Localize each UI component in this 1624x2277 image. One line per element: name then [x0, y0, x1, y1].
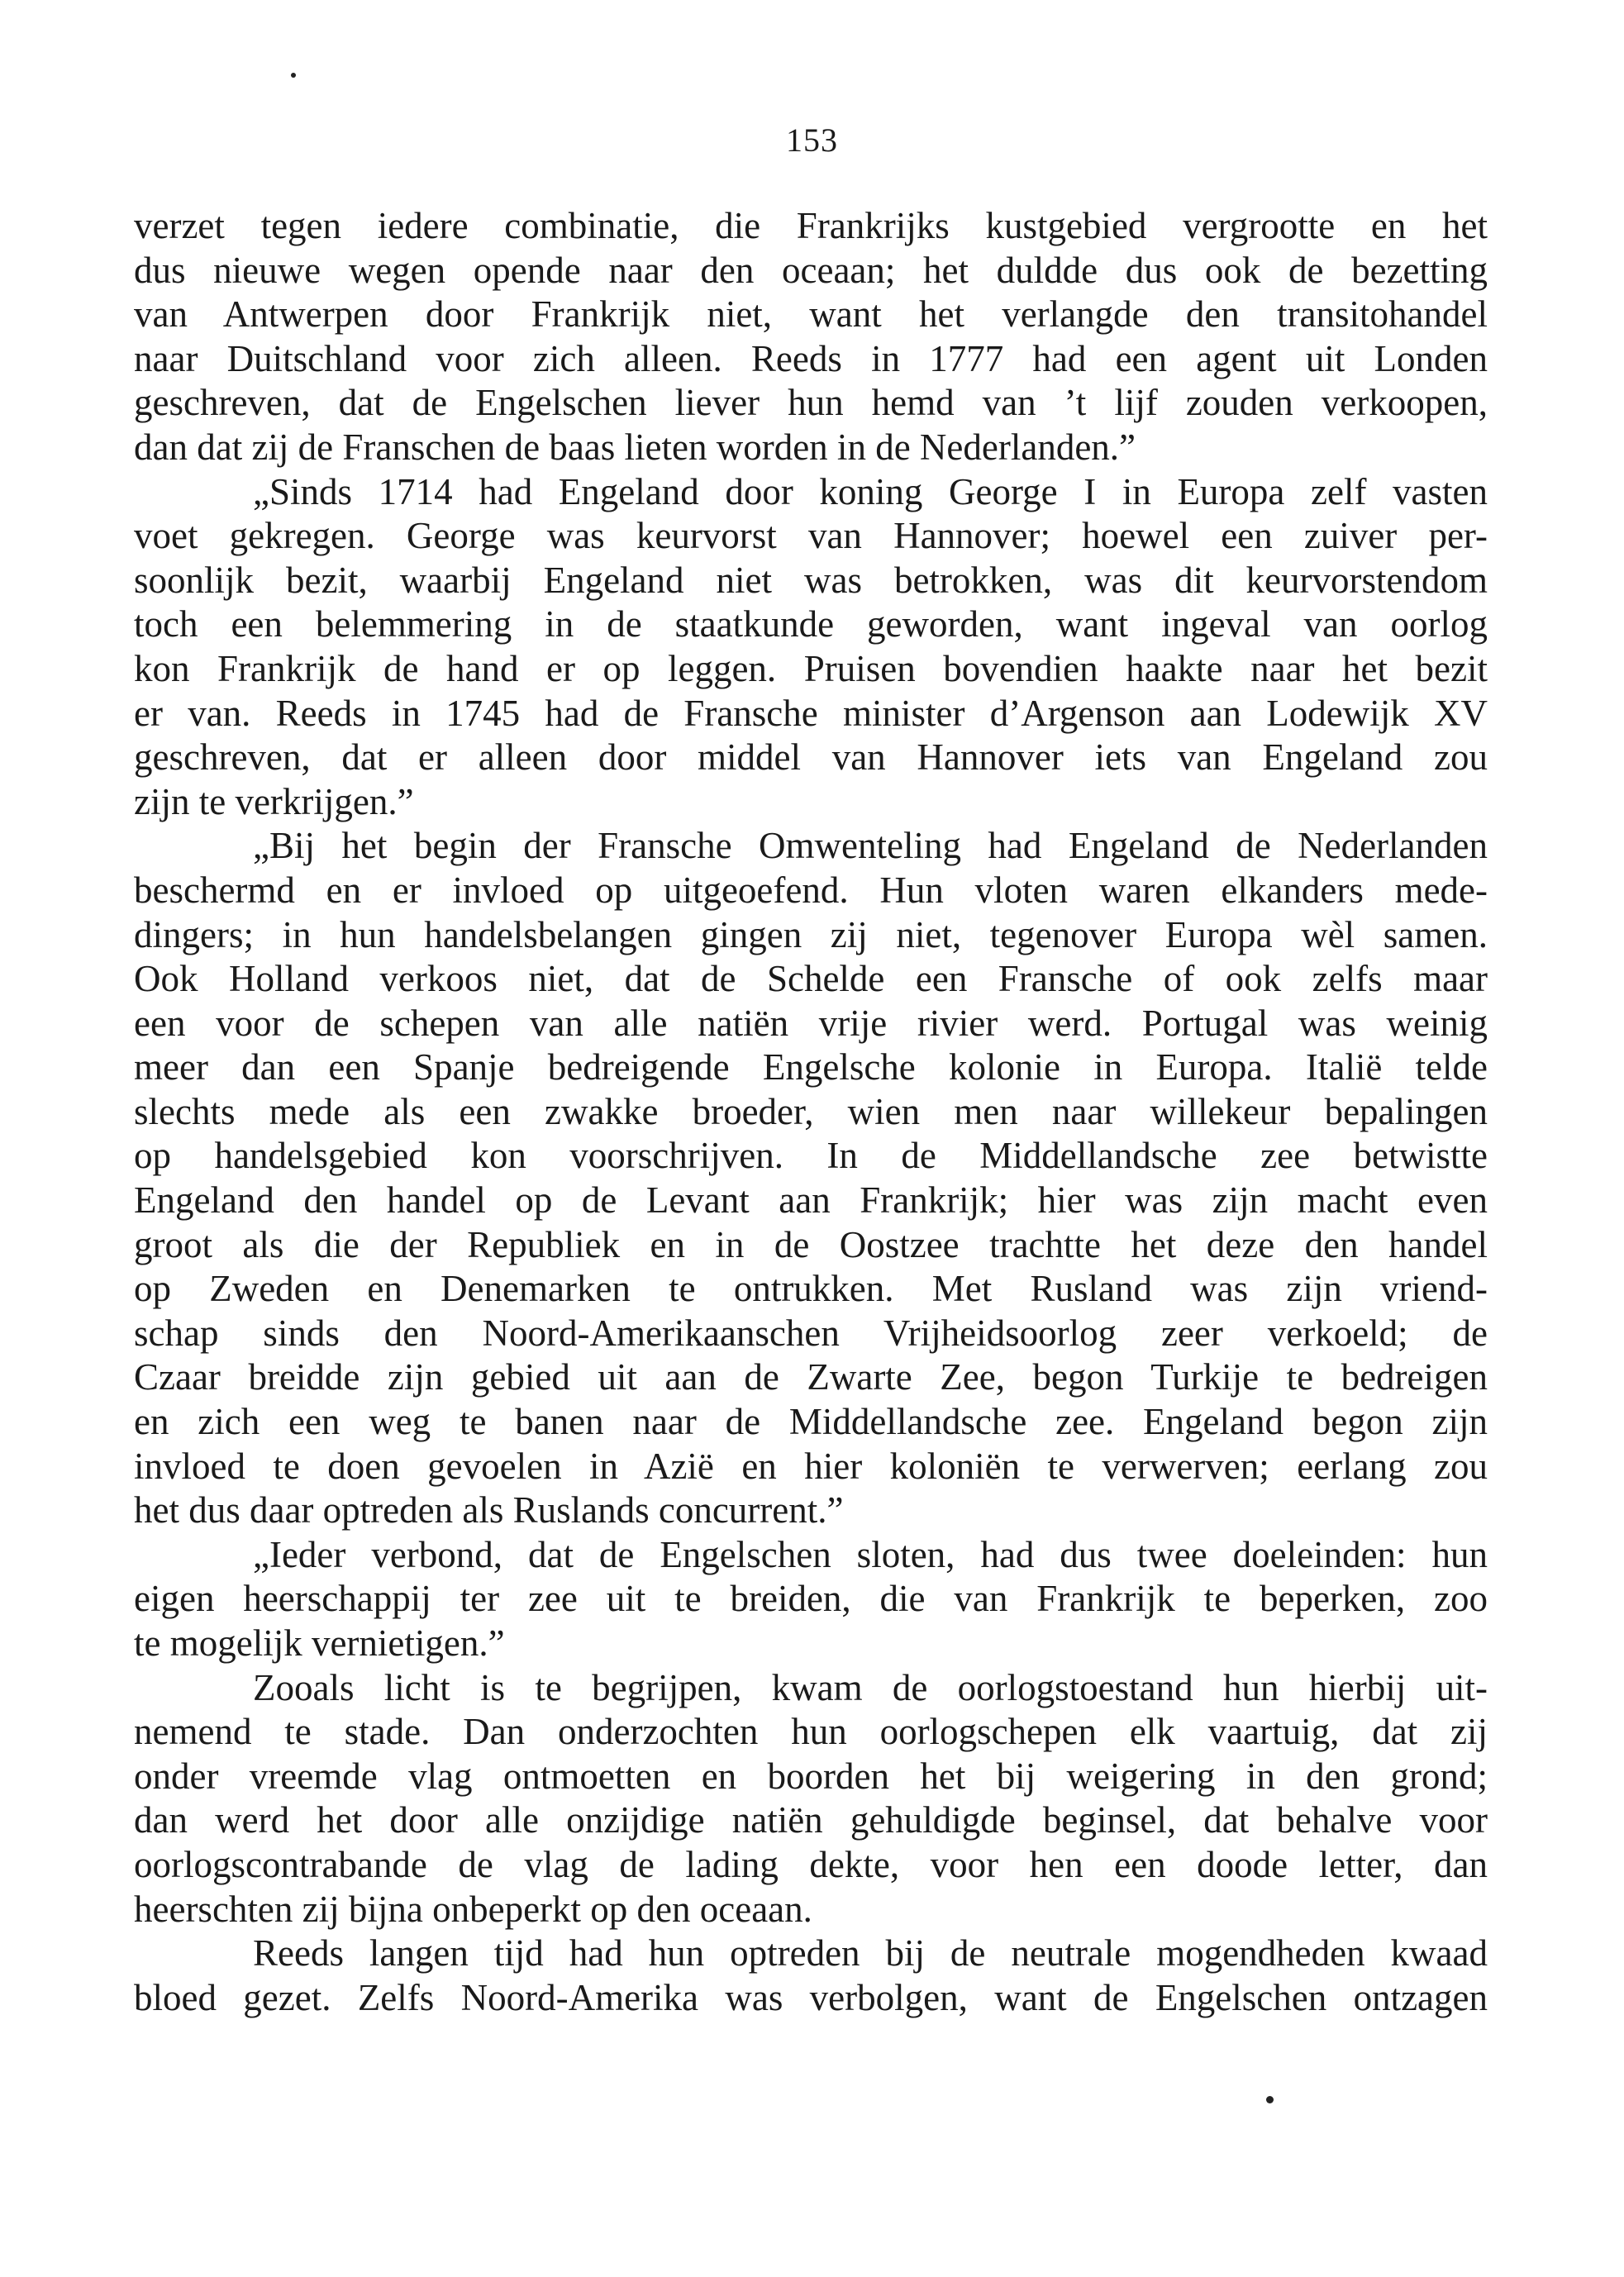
text-line: geschreven, dat er alleen door middel van Hannover iets van Engeland zou — [134, 736, 1488, 779]
text-line: toch een belemmering in de staatkunde geworden, want ingeval van oorlog — [134, 603, 1488, 645]
text-line: op Zweden en Denemarken te ontrukken. Met Rusland was zijn vriend- — [134, 1268, 1488, 1310]
text-line: nemend te stade. Dan onderzochten hun oorlogschepen elk vaartuig, dat zij — [134, 1711, 1488, 1753]
text-line: heerschten zij bijna onbeperkt op den oceaan. — [134, 1888, 812, 1930]
text-line: beschermd en er invloed op uitgeoefend. Hun vloten waren elkanders mede- — [134, 869, 1488, 911]
text-line: dus nieuwe wegen opende naar den oceaan; het duldde dus ook de bezetting — [134, 249, 1488, 291]
text-line: Engeland den handel op de Levant aan Frankrijk; hier was zijn macht even — [134, 1179, 1488, 1222]
text-line: naar Duitschland voor zich alleen. Reeds in 1777 had een agent uit Londen — [134, 337, 1488, 379]
paragraph-start-line: Reeds langen tijd had hun optreden bij de neutrale mogendheden kwaad — [253, 1932, 1488, 1975]
text-line: geschreven, dat de Engelschen liever hun hemd van ’t lijf zouden verkoopen, — [134, 382, 1488, 424]
text-line: soonlijk bezit, waarbij Engeland niet was betrokken, was dit keurvorstendom — [134, 559, 1488, 601]
text-line: schap sinds den Noord-Amerikaanschen Vrijheidsoorlog zeer verkoeld; de — [134, 1312, 1488, 1354]
text-line: groot als die der Republiek en in de Oostzee trachtte het deze den handel — [134, 1223, 1488, 1265]
text-line: zijn te verkrijgen.” — [134, 780, 414, 822]
scan-speck-top — [291, 73, 296, 78]
paragraph-start-line: Zooals licht is te begrijpen, kwam de oorlogstoestand hun hierbij uit- — [253, 1666, 1488, 1708]
text-line: Czaar breidde zijn gebied uit aan de Zwarte Zee, begon Turkije te bedreigen — [134, 1356, 1488, 1398]
text-line: eigen heerschappij ter zee uit te breiden, die van Frankrijk te beperken, zoo — [134, 1578, 1488, 1620]
body-text — [134, 204, 1488, 2020]
text-line: en zich een weg te banen naar de Middellandsche zee. Engeland begon zijn — [134, 1401, 1488, 1443]
page-number: 153 — [786, 121, 838, 159]
text-line: verzet tegen iedere combinatie, die Frankrijks kustgebied vergrootte en het — [134, 205, 1488, 246]
text-line: onder vreemde vlag ontmoetten en boorden het bij weigering in den grond; — [134, 1755, 1488, 1797]
text-line: het dus daar optreden als Ruslands concurrent.” — [134, 1489, 844, 1531]
text-line: meer dan een Spanje bedreigende Engelsche kolonie in Europa. Italië telde — [134, 1046, 1488, 1088]
text-line: er van. Reeds in 1745 had de Fransche minister d’Argenson aan Lodewijk XV — [134, 692, 1488, 734]
text-line: Ook Holland verkoos niet, dat de Schelde een Fransche of ook zelfs maar — [134, 958, 1488, 1000]
text-line: oorlogscontrabande de vlag de lading dekte, voor hen een doode letter, dan — [134, 1843, 1488, 1885]
text-line: dan dat zij de Franschen de baas lieten worden in de Nederlanden.” — [134, 426, 1136, 468]
text-line: op handelsgebied kon voorschrijven. In de Middellandsche zee betwistte — [134, 1135, 1488, 1177]
text-line: dan werd het door alle onzijdige natiën gehuldigde beginsel, dat behalve voor — [134, 1799, 1488, 1841]
text-line: kon Frankrijk de hand er op leggen. Pruisen bovendien haakte naar het bezit — [134, 647, 1488, 689]
paragraph-start-line: „Bij het begin der Fransche Omwenteling had Engeland de Nederlanden — [253, 825, 1488, 867]
text-line: dingers; in hun handelsbelangen gingen zij niet, tegenover Europa wèl samen. — [134, 913, 1488, 955]
paragraph-start-line: „Sinds 1714 had Engeland door koning George I in Europa zelf vasten — [253, 470, 1488, 512]
text-line: van Antwerpen door Frankrijk niet, want het verlangde den transitohandel — [134, 293, 1488, 336]
text-line: een voor de schepen van alle natiën vrije rivier werd. Portugal was weinig — [134, 1002, 1488, 1044]
text-line: invloed te doen gevoelen in Azië en hier koloniën te verwerven; eerlang zou — [134, 1445, 1488, 1487]
text-line: voet gekregen. George was keurvorst van Hannover; hoewel een zuiver per- — [134, 515, 1488, 557]
scan-speck-bottom — [1266, 2096, 1274, 2103]
text-line: bloed gezet. Zelfs Noord-Amerika was verbolgen, want de Engelschen ontzagen — [134, 1976, 1488, 2018]
text-line: slechts mede als een zwakke broeder, wien men naar willekeur bepalingen — [134, 1090, 1488, 1132]
text-line: te mogelijk vernietigen.” — [134, 1622, 505, 1664]
paragraph-start-line: „Ieder verbond, dat de Engelschen sloten, had dus twee doeleinden: hun — [253, 1533, 1488, 1575]
